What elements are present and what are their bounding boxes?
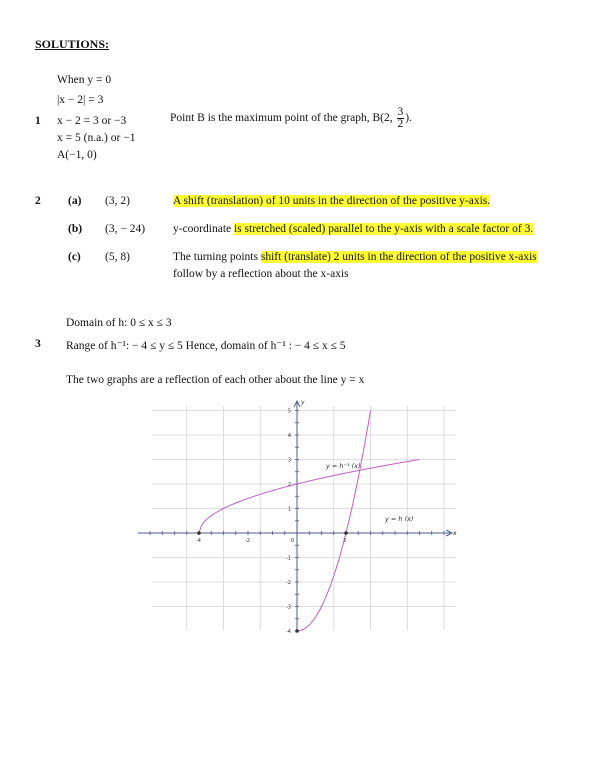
series-label-h: y = h (x) bbox=[385, 515, 414, 523]
q2c-line2: follow by a reflection about the x-axis bbox=[173, 268, 349, 280]
q2c-pre: The turning points bbox=[173, 251, 261, 263]
q1-pointB-fraction bbox=[397, 107, 405, 130]
y-tick-label: -3 bbox=[286, 604, 291, 611]
q1-line5: A(−1, 0) bbox=[57, 149, 97, 161]
page-heading: SOLUTIONS: bbox=[35, 37, 110, 51]
q1-line2: |x − 2| = 3 bbox=[57, 94, 104, 106]
q1-line3: x − 2 = 3 or −3 bbox=[57, 115, 127, 127]
q2b-highlight: is stretched (scaled) parallel to the y-axis with a scale factor of 3. bbox=[234, 223, 534, 235]
q1-pointB-end: ). bbox=[405, 112, 412, 125]
q2c-point: (5, 8) bbox=[105, 251, 130, 263]
series-label-h-inverse: y = h⁻¹ (x) bbox=[326, 462, 361, 470]
y-tick-label: 3 bbox=[287, 457, 291, 464]
q1-pointB-text: Point B is the maximum point of the graph, B(2, bbox=[170, 112, 396, 125]
q2a-point: (3, 2) bbox=[105, 195, 130, 207]
y-tick-label: 2 bbox=[287, 482, 291, 488]
endpoint-marker bbox=[295, 629, 299, 633]
x-tick-label: 0 bbox=[291, 538, 295, 544]
q2b-pre: y-coordinate bbox=[173, 223, 234, 235]
q3-reflection: The two graphs are a reflection of each other about the line y = x bbox=[66, 374, 365, 386]
x-tick-label: -4 bbox=[196, 538, 201, 544]
endpoint-marker bbox=[344, 531, 348, 535]
q1-pointB bbox=[170, 107, 412, 130]
y-axis-label: y bbox=[301, 399, 305, 406]
q2a-label: (a) bbox=[68, 195, 82, 207]
q2b-answer bbox=[173, 223, 533, 235]
fraction-denominator: 2 bbox=[397, 118, 404, 130]
q2a-highlight: A shift (translation) of 10 units in the direction of the positive y-axis. bbox=[173, 195, 491, 207]
q2c-answer bbox=[173, 251, 537, 263]
x-axis-label: x bbox=[453, 530, 457, 537]
q1-line4: x = 5 (n.a.) or −1 bbox=[57, 132, 136, 144]
q2-number: 2 bbox=[35, 195, 41, 207]
x-tick-label: -2 bbox=[245, 538, 250, 544]
q3-number: 3 bbox=[35, 338, 41, 350]
endpoint-marker bbox=[197, 531, 201, 535]
fraction-numerator: 3 bbox=[397, 106, 404, 118]
q2a-answer bbox=[173, 195, 490, 207]
y-tick-label: -2 bbox=[286, 580, 291, 586]
x-tick-label: 2 bbox=[343, 538, 347, 544]
q2c-label: (c) bbox=[68, 251, 81, 263]
graph-labels bbox=[196, 399, 457, 634]
q1-line1: When y = 0 bbox=[57, 74, 112, 86]
function-graph bbox=[130, 398, 465, 634]
q2c-highlight: shift (translate) 2 units in the direction of the positive x-axis bbox=[260, 251, 537, 263]
q3-range: Range of h⁻¹: − 4 ≤ y ≤ 5 Hence, domain of h⁻¹ : − 4 ≤ x ≤ 5 bbox=[66, 340, 346, 352]
y-tick-label: 4 bbox=[287, 433, 291, 439]
q2b-label: (b) bbox=[68, 223, 83, 235]
q2b-point: (3, − 24) bbox=[105, 223, 146, 235]
y-tick-label: 5 bbox=[287, 408, 291, 415]
y-tick-label: 1 bbox=[287, 506, 291, 513]
y-tick-label: -4 bbox=[286, 629, 291, 634]
y-tick-label: -1 bbox=[286, 555, 291, 562]
q3-domain-h: Domain of h: 0 ≤ x ≤ 3 bbox=[66, 317, 172, 329]
q1-number: 1 bbox=[35, 115, 41, 127]
